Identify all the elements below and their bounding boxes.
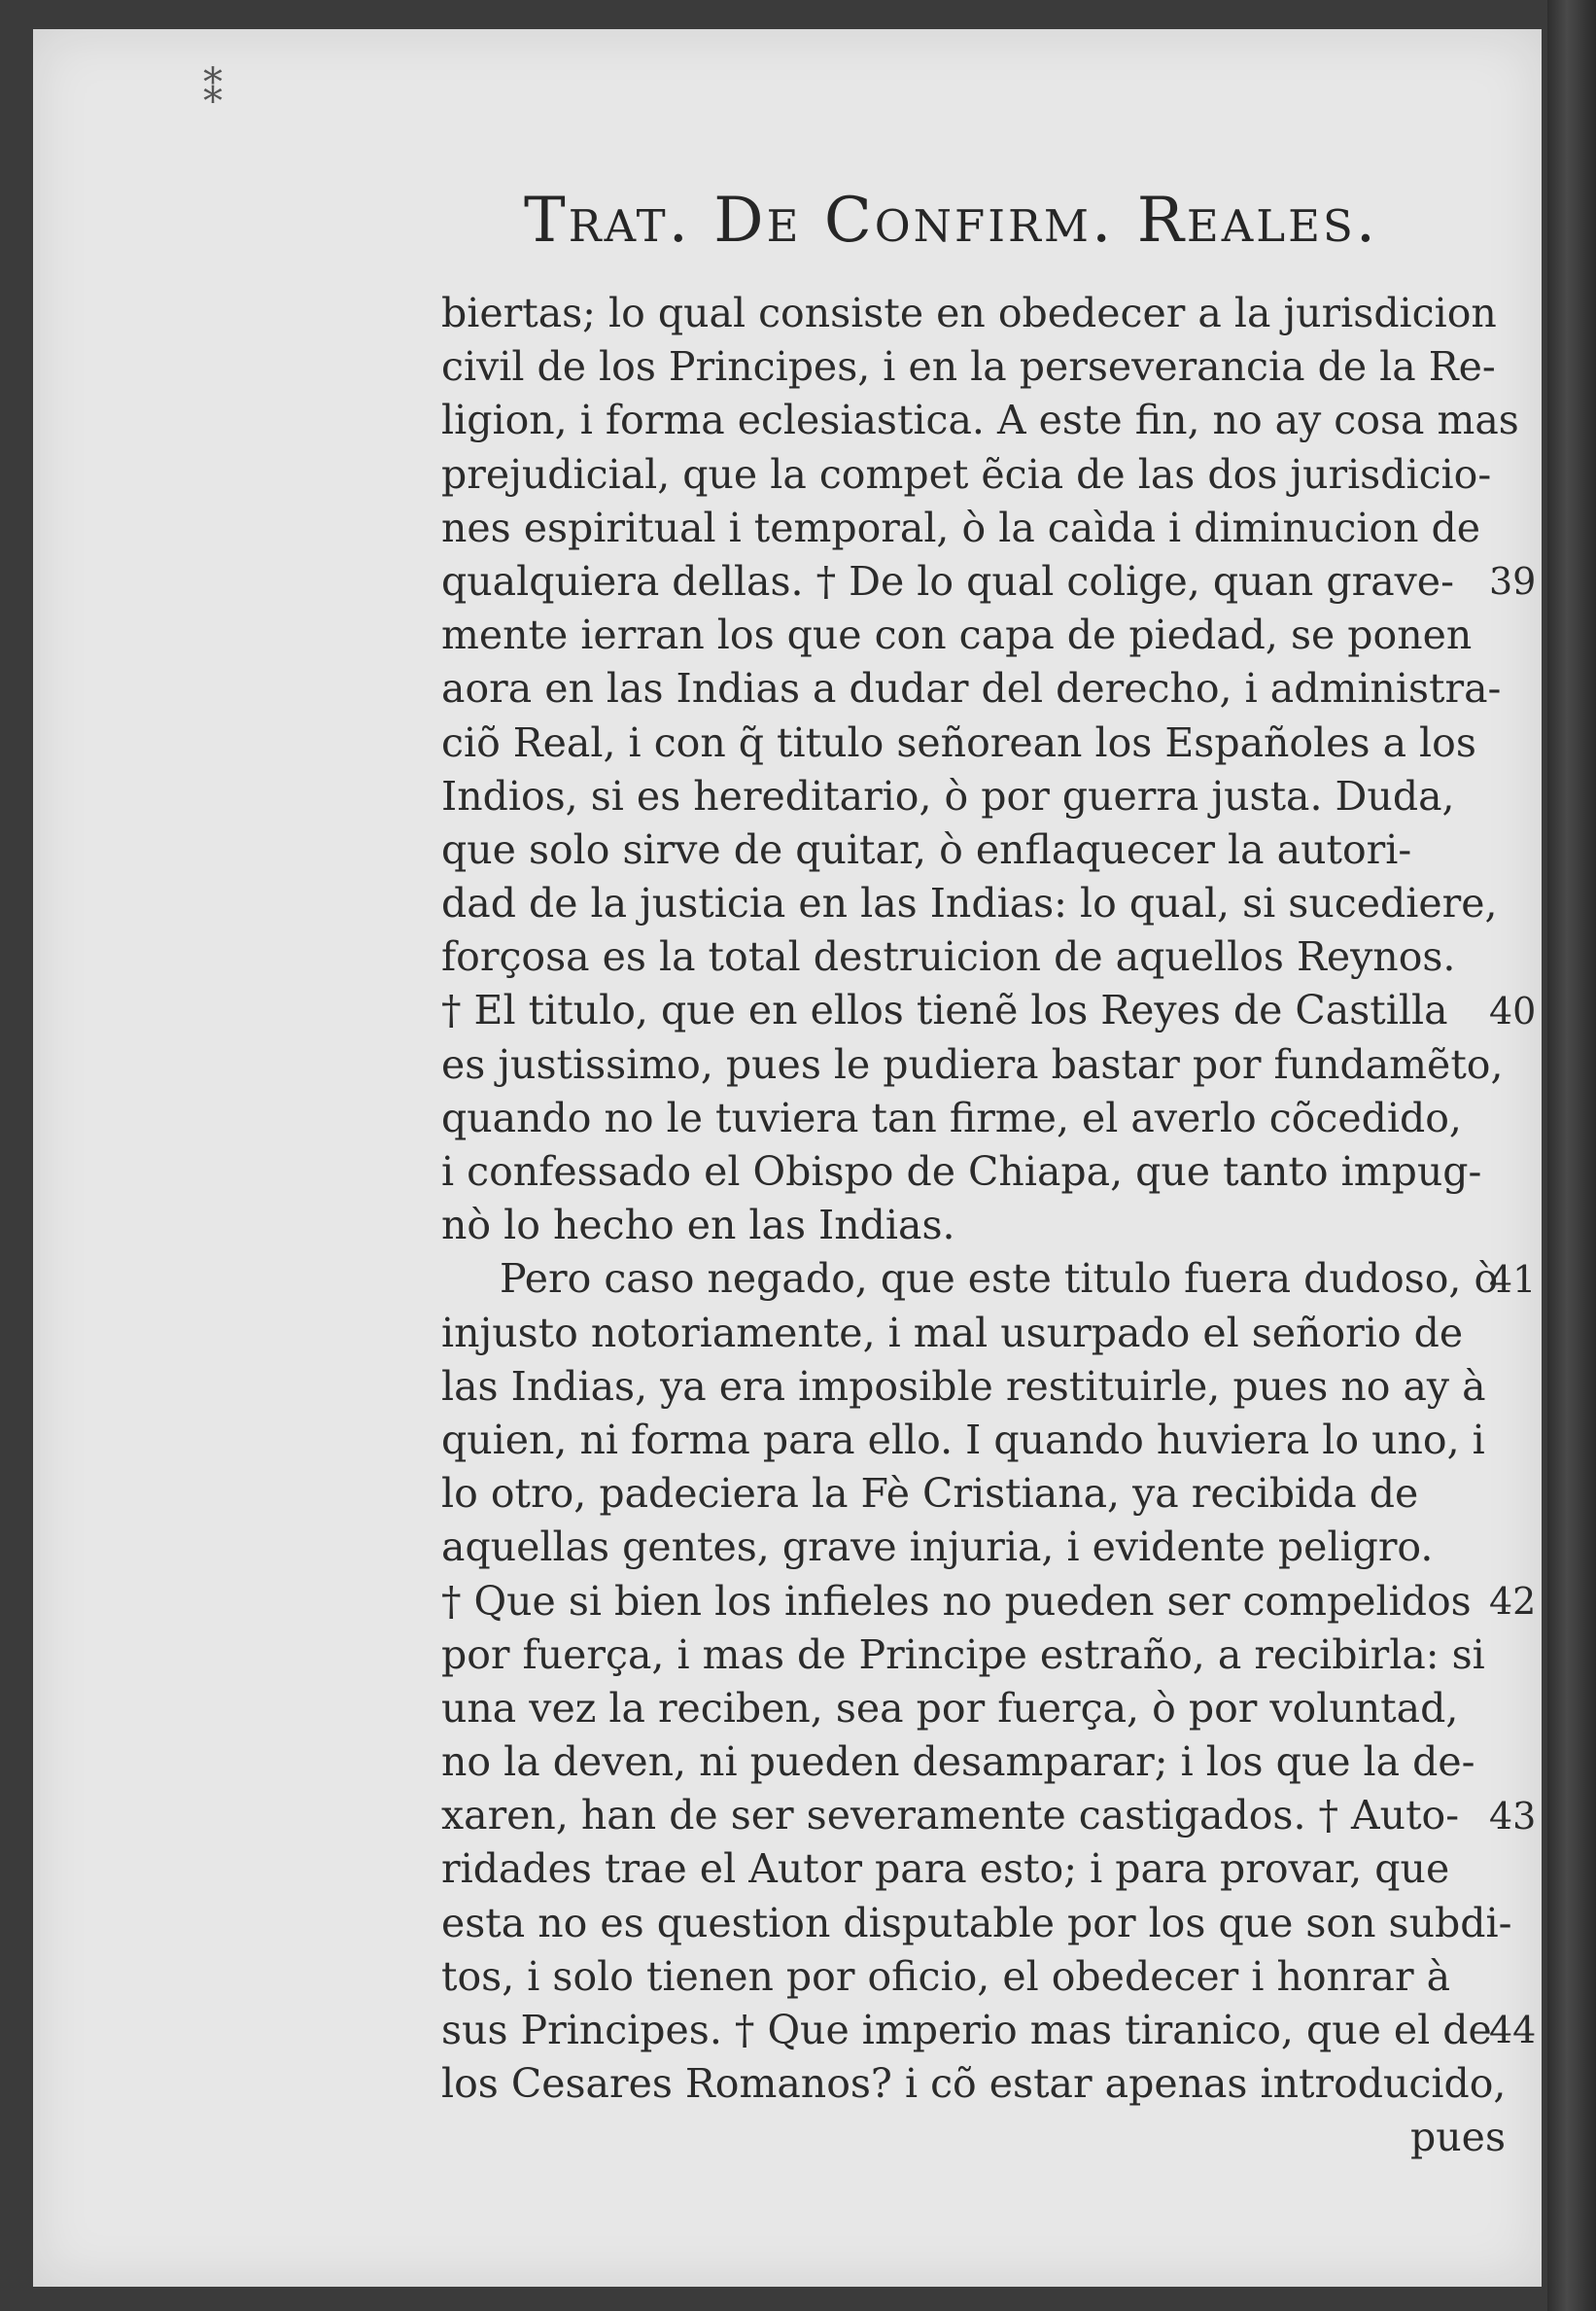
text-line: que solo sirve de quitar, ò enflaquecer la autori- <box>441 825 1412 873</box>
text-line: ligion, i forma eclesiastica. A este fin, no ay cosa mas <box>441 397 1519 444</box>
text-line: Indios, si es hereditario, ò por guerra justa. Duda, <box>441 772 1455 820</box>
text-line: lo otro, padeciera la Fè Cristiana, ya recibida de <box>441 1470 1419 1518</box>
text-line: quien, ni forma para ello. I quando huviera lo uno, i <box>441 1416 1485 1463</box>
text-line: aora en las Indias a dudar del derecho, i administra- <box>441 665 1502 713</box>
text-line: i confessado el Obispo de Chiapa, que tanto impug- <box>441 1148 1482 1195</box>
text-line: tos, i solo tienen por oficio, el obedecer i honrar à <box>441 1952 1451 2000</box>
text-line: nò lo hecho en las Indias. <box>441 1202 955 1249</box>
text-line: quando no le tuviera tan firme, el averlo cõcedido, <box>441 1094 1462 1141</box>
text-line: pues <box>1410 2114 1506 2161</box>
text-line: los Cesares Romanos? i cõ estar apenas introducido, <box>441 2060 1507 2108</box>
text-line: no la deven, ni pueden desamparar; i los que la de- <box>441 1738 1475 1786</box>
text-line: nes espiritual i temporal, ò la caìda i diminucion de <box>441 504 1481 551</box>
text-line: una vez la reciben, sea por fuerça, ò por voluntad, <box>441 1684 1459 1732</box>
text-line: qualquiera dellas. † De lo qual colige, quan grave- <box>441 557 1454 605</box>
text-line: es justissimo, pues le pudiera bastar por fundamẽto, <box>441 1040 1504 1088</box>
text-line: Pero caso negado, que este titulo fuera dudoso, ò <box>500 1255 1499 1303</box>
scan-edge <box>1547 0 1596 2311</box>
marginal-number: 41 <box>1489 1257 1537 1301</box>
text-line: xaren, han de ser severamente castigados. † Auto- <box>441 1792 1460 1839</box>
marginal-number: 44 <box>1489 2009 1537 2052</box>
text-line: mente ierran los que con capa de piedad, se ponen <box>441 612 1473 659</box>
corner-ornament: ⁑ <box>203 68 223 113</box>
text-line: prejudicial, que la compet ẽcia de las dos jurisdicio- <box>441 450 1492 498</box>
text-line: biertas; lo qual consiste en obedecer a la jurisdicion <box>441 290 1497 336</box>
body-text <box>441 287 1530 2165</box>
text-line: las Indias, ya era imposible restituirle, pues no ay à <box>441 1362 1486 1410</box>
text-line: por fuerça, i mas de Principe estraño, a recibirla: si <box>441 1630 1485 1678</box>
marginal-number: 43 <box>1489 1794 1537 1838</box>
text-line: esta no es question disputable por los que son subdi- <box>441 1899 1512 1946</box>
text-line: sus Principes. † Que imperio mas tiranico, que el de <box>441 2007 1492 2053</box>
text-line: forçosa es la total destruicion de aquellos Reynos. <box>441 933 1456 981</box>
text-line: † Que si bien los infieles no pueden ser compelidos <box>441 1577 1472 1625</box>
text-line: aquellas gentes, grave injuria, i evidente peligro. <box>441 1523 1434 1571</box>
text-line: ciõ Real, i con q̃ titulo señorean los Españoles a los <box>441 718 1476 766</box>
running-title: Trat. De Confirm. Reales. <box>524 185 1379 257</box>
text-line: ridades trae el Autor para esto; i para provar, que <box>441 1845 1450 1893</box>
text-line: † El titulo, que en ellos tienẽ los Reyes de Castilla <box>441 987 1448 1034</box>
book-page <box>33 29 1542 2287</box>
marginal-number: 42 <box>1489 1579 1537 1623</box>
text-line: civil de los Principes, i en la perseverancia de la Re- <box>441 343 1496 391</box>
text-line: dad de la justicia en las Indias: lo qual, si sucediere, <box>441 880 1498 928</box>
marginal-number: 40 <box>1489 989 1537 1033</box>
marginal-number: 39 <box>1489 560 1537 603</box>
text-line: injusto notoriamente, i mal usurpado el señorio de <box>441 1309 1464 1356</box>
